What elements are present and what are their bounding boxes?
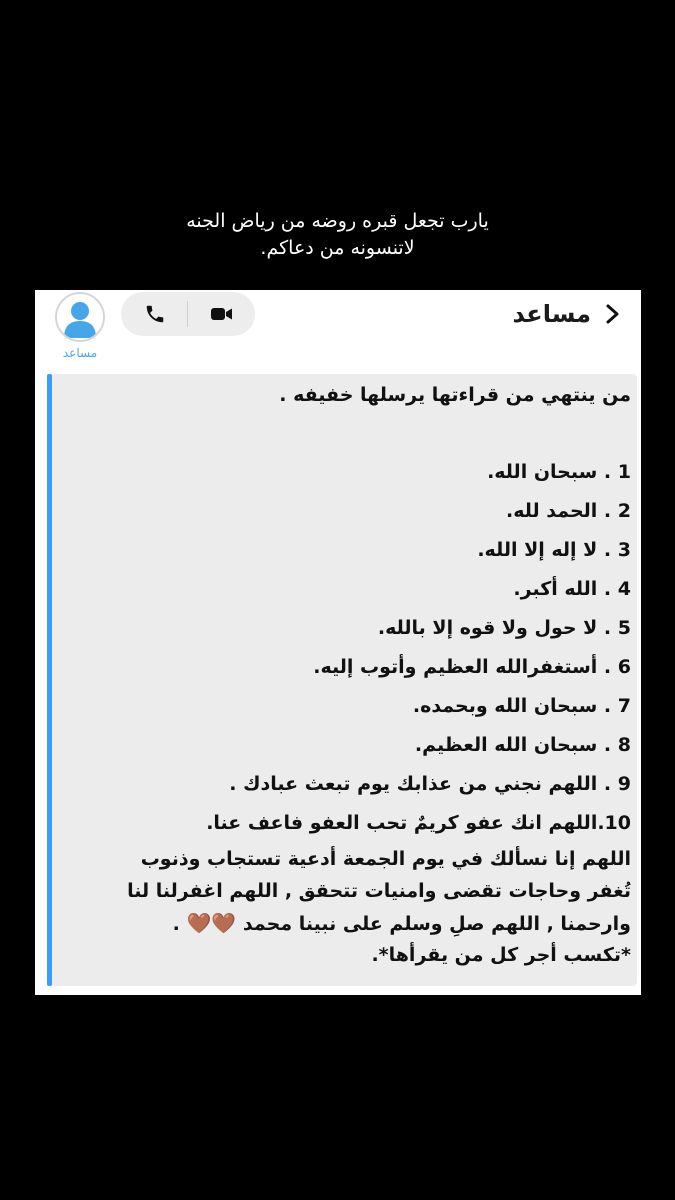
- phone-button[interactable]: [121, 292, 188, 336]
- chat-header: [35, 290, 641, 368]
- list-item: 1 . سبحان الله.: [487, 461, 631, 483]
- prayer-line-2: تُغفر وحاجات تقضى وامنيات تتحقق , اللهم اغفرلنا لنا: [127, 880, 631, 902]
- chevron-right-icon[interactable]: [605, 303, 621, 325]
- list-item: 7 . سبحان الله وبحمده.: [412, 695, 631, 717]
- avatar-label: مساعد: [62, 346, 98, 360]
- list-item: 4 . الله أكبر.: [513, 578, 631, 600]
- prayer-line-1: اللهم إنا نسألك في يوم الجمعة أدعية تستجاب وذنوب: [140, 848, 631, 870]
- video-button[interactable]: [188, 292, 255, 336]
- caption-line-1: يارب تجعل قبره روضه من رياض الجنه: [186, 210, 489, 232]
- list-item: 10.اللهم انك عفو كريمٌ تحب العفو فاعف عنا.: [206, 812, 631, 834]
- message-footer: *تكسب أجر كل من يقرأها*.: [371, 944, 631, 966]
- chat-title-area: [512, 296, 621, 332]
- list-item: 8 . سبحان الله العظيم.: [414, 734, 631, 756]
- message-bubble: [47, 374, 637, 986]
- list-item: 9 . اللهم نجني من عذابك يوم تبعث عبادك .: [229, 773, 631, 795]
- message-accent-bar: [47, 374, 52, 986]
- story-caption: [0, 208, 675, 262]
- brown-heart-icon: 🤎🤎: [186, 911, 237, 935]
- list-item: 6 . أستغفرالله العظيم وأتوب إليه.: [313, 656, 631, 678]
- message-intro: من ينتهي من قراءتها يرسلها خفيفه .: [279, 384, 631, 406]
- message-text: [63, 380, 631, 971]
- video-camera-icon: [209, 303, 235, 325]
- phone-icon: [144, 303, 166, 325]
- avatar[interactable]: [55, 292, 105, 342]
- caption-line-2: لاتنسونه من دعاكم.: [260, 237, 415, 259]
- prayer-line-3: وارحمنا , اللهم صلِ وسلم على نبينا محمد 🤎🤎 .: [172, 911, 631, 935]
- chat-screenshot: [35, 290, 641, 995]
- list-item: 2 . الحمد لله.: [506, 500, 631, 522]
- list-item: 5 . لا حول ولا قوه إلا بالله.: [377, 617, 631, 639]
- chat-title: مساعد: [512, 300, 591, 328]
- call-controls: [121, 292, 255, 336]
- user-avatar-icon: [57, 294, 103, 340]
- list-item: 3 . لا إله إلا الله.: [477, 539, 631, 561]
